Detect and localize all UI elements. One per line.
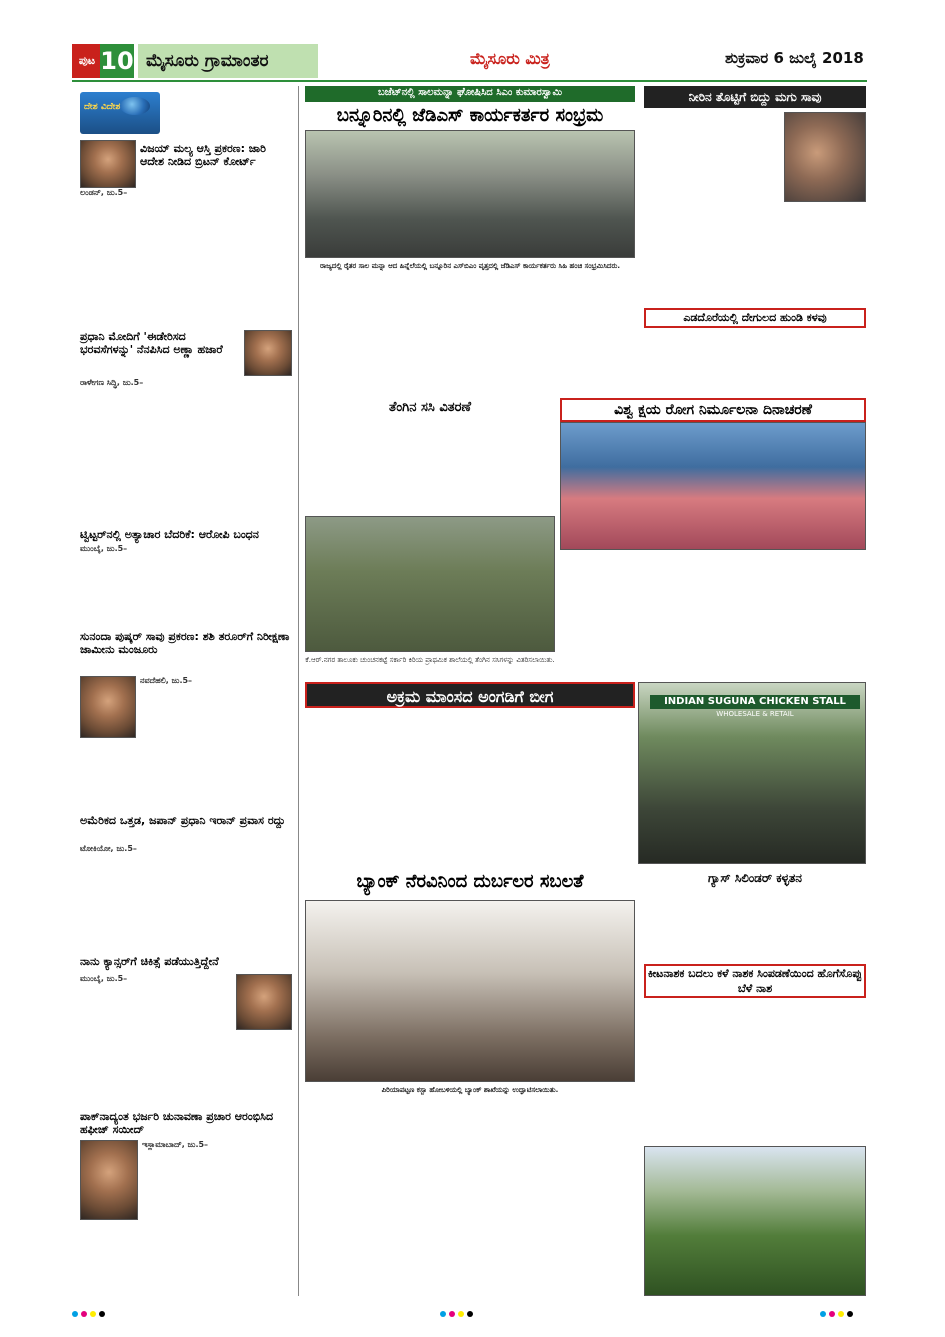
story-headline: ಗ್ಯಾಸ್ ಸಿಲಿಂಡರ್ ಕಳ್ಳತನ: [708, 871, 802, 885]
photo-caption: ಪಿರಿಯಾಪಟ್ಟಣ ಕಸ್ಬಾ ಹೋಬಳಿಯಲ್ಲಿ ಬ್ಯಾಂಕ್ ಶಾಖೆಯನ್ನು ಉದ್ಘಾಟಿಸಲಾಯಿತು.: [381, 1086, 559, 1094]
story-headline: ನಾನು ಕ್ಯಾನ್ಸರ್‌ಗೆ ಚಿಕಿತ್ಸೆ ಪಡೆಯುತ್ತಿದ್ದೇನೆ: [80, 955, 219, 968]
story-body: [644, 220, 866, 304]
child-photo: [784, 112, 866, 202]
story-body: [644, 890, 866, 960]
photo-caption: ಕೆ.ಆರ್.ನಗರ ತಾಲೂಕು ಚುಂಚನಕಟ್ಟೆ ಸರ್ಕಾರಿ ಕಿರಿಯ ಪ್ರಾಥಮಿಕ ಶಾಲೆಯಲ್ಲಿ ತೆಂಗಿನ ಸಸಿಗಳನ್ನು ವಿತರಿಸಲಾಯಿತು.: [305, 656, 555, 664]
story-body: ಲಂಡನ್, ಜು.5–: [80, 188, 128, 197]
bank-inauguration-photo: [305, 900, 635, 1082]
registration-marks: [820, 1302, 856, 1321]
story-body: [644, 1000, 754, 1140]
story-body: ಟೋಕಿಯೋ, ಜು.5–: [80, 844, 137, 853]
story-body: ರಾಳೇಗಣ ಸಿದ್ಧಿ, ಜು.5–: [80, 378, 144, 387]
sonali-photo: [236, 974, 292, 1030]
page-label: ಪುಟ: [72, 44, 102, 78]
story-headline: ಅಮೆರಿಕದ ಒತ್ತಡ, ಜಪಾನ್ ಪ್ರಧಾನಿ ಇರಾನ್ ಪ್ರವಾಸ ರದ್ದು: [80, 814, 286, 827]
issue-date: ಶುಕ್ರವಾರ 6 ಜುಲೈ 2018: [725, 49, 864, 67]
story-body: [714, 556, 866, 676]
story-body: ಮುಂಬೈ, ಜು.5–: [80, 974, 128, 983]
story-body: [644, 328, 866, 390]
page-number: 10: [100, 44, 134, 78]
story-headline: ಅಕ್ರಮ ಮಾಂಸದ ಅಂಗಡಿಗೆ ಬೀಗ: [305, 682, 635, 708]
tharoor-photo: [80, 676, 136, 738]
section-title: ಮೈಸೂರು ಗ್ರಾಮಾಂತರ: [138, 44, 318, 78]
story-body: [560, 556, 708, 676]
globe-icon: [120, 97, 150, 115]
registration-marks: [72, 1302, 108, 1321]
saeed-photo: [80, 1140, 138, 1220]
world-news-label: ದೇಶ ವಿದೇಶ: [84, 102, 121, 112]
story-headline: ಸುನಂದಾ ಪುಷ್ಕರ್ ಸಾವು ಪ್ರಕರಣ: ಶಶಿ ತರೂರ್‌ಗೆ ನಿರೀಕ್ಷಣಾ ಜಾಮೀನು ಮಂಜೂರು: [80, 630, 290, 656]
stall-sign: INDIAN SUGUNA CHICKEN STALL: [650, 695, 860, 709]
story-headline: ಪ್ರಧಾನಿ ಮೋದಿಗೆ 'ಈಡೇರಿಸದ ಭರವಸೆಗಳನ್ನು' ನೆನಪಿಸಿದ ಅಣ್ಣಾ ಹಜಾರೆ: [80, 330, 223, 356]
story-body: ನವದೆಹಲಿ, ಜು.5–: [140, 676, 193, 685]
story-body: [305, 714, 635, 864]
story-headline: ಬನ್ನೂರಿನಲ್ಲಿ ಜೆಡಿಎಸ್ ಕಾರ್ಯಕರ್ತರ ಸಂಭ್ರಮ: [336, 105, 604, 126]
hazare-photo: [244, 330, 292, 376]
world-news-badge: [80, 92, 160, 134]
story-body: [530, 1110, 636, 1296]
story-headline: ವಿಜಯ್ ಮಲ್ಯ ಆಸ್ತಿ ಪ್ರಕರಣ: ಜಾರಿ ಆದೇಶ ನೀಡಿದ ಬ್ರಿಟನ್ ಕೋರ್ಟ್: [140, 142, 266, 168]
jds-celebration-photo: [305, 130, 635, 258]
story-headline: ನೀರಿನ ತೊಟ್ಟಿಗೆ ಬಿದ್ದು ಮಗು ಸಾವು: [644, 86, 866, 108]
mallya-photo: [80, 140, 136, 188]
story-headline: ಬ್ಯಾಂಕ್ ನೆರವಿನಿಂದ ದುರ್ಬಲರ ಸಬಲತೆ: [356, 871, 584, 892]
story-body: [758, 1000, 866, 1140]
masthead: ಮೈಸೂರು ಮಿತ್ರ: [470, 49, 550, 68]
tobacco-field-photo: [644, 1146, 866, 1296]
story-body: [305, 420, 555, 510]
story-headline: ಎಡದೊರೆಯಲ್ಲಿ ದೇಗುಲದ ಹುಂಡಿ ಕಳವು: [644, 308, 866, 328]
photo-caption: ರಾಜ್ಯದಲ್ಲಿ ರೈತರ ಸಾಲ ಮನ್ನಾ ಆದ ಹಿನ್ನೆಲೆಯಲ್ಲಿ ಬನ್ನೂರಿನ ಎಸ್‌ಬಿಎಂ ವೃತ್ತದಲ್ಲಿ ಜೆಡಿಎಸ್ ಕಾರ್ಯಕರ್ತರು ಸಿಹಿ ಹಂಚಿ ಸಂಭ್ರಮಿಸಿದರು.: [319, 262, 621, 270]
story-headline: ಪಾಕ್‌ನಾದ್ಯಂತ ಭರ್ಜರಿ ಚುನಾವಣಾ ಪ್ರಚಾರ ಆರಂಭಿಸಿದ ಹಫೀಜ್ ಸಯೀದ್: [80, 1110, 274, 1136]
header-rule: [72, 80, 867, 82]
story-headline: ಕೀಟನಾಶಕ ಬದಲು ಕಳೆ ನಾಶಕ ಸಿಂಪಡಣೆಯಿಂದ ಹೊಗೆಸೊಪ್ಪು ಬೆಳೆ ನಾಶ: [644, 964, 866, 998]
story-kicker: ಬಜೆಟ್‌ನಲ್ಲಿ ಸಾಲಮನ್ನಾ ಘೋಷಿಸಿದ ಸಿಎಂ ಕುಮಾರಸ್ವಾಮಿ: [305, 86, 635, 102]
story-body: [305, 1110, 411, 1296]
story-body: ಇಸ್ಲಾಮಾಬಾದ್, ಜು.5–: [142, 1140, 209, 1149]
column-rule: [298, 86, 299, 1296]
registration-marks: [440, 1302, 476, 1321]
tb-awareness-photo: [560, 422, 866, 550]
story-headline: ಟ್ವಿಟ್ಟರ್‌ನಲ್ಲಿ ಅತ್ಯಾಚಾರ ಬೆದರಿಕೆ: ಆರೋಪಿ ಬಂಧನ: [80, 528, 259, 541]
story-headline: ತೆಂಗಿನ ಸಸಿ ವಿತರಣೆ: [389, 400, 471, 415]
coconut-saplings-photo: [305, 516, 555, 652]
stall-sign-sub: WHOLESALE & RETAIL: [716, 710, 794, 718]
story-headline: ವಿಶ್ವ ಕ್ಷಯ ರೋಗ ನಿರ್ಮೂಲನಾ ದಿನಾಚರಣೆ: [560, 398, 866, 422]
story-body: [418, 1110, 524, 1296]
story-body: [305, 284, 635, 394]
story-body: ಮುಂಬೈ, ಜು.5–: [80, 544, 128, 553]
